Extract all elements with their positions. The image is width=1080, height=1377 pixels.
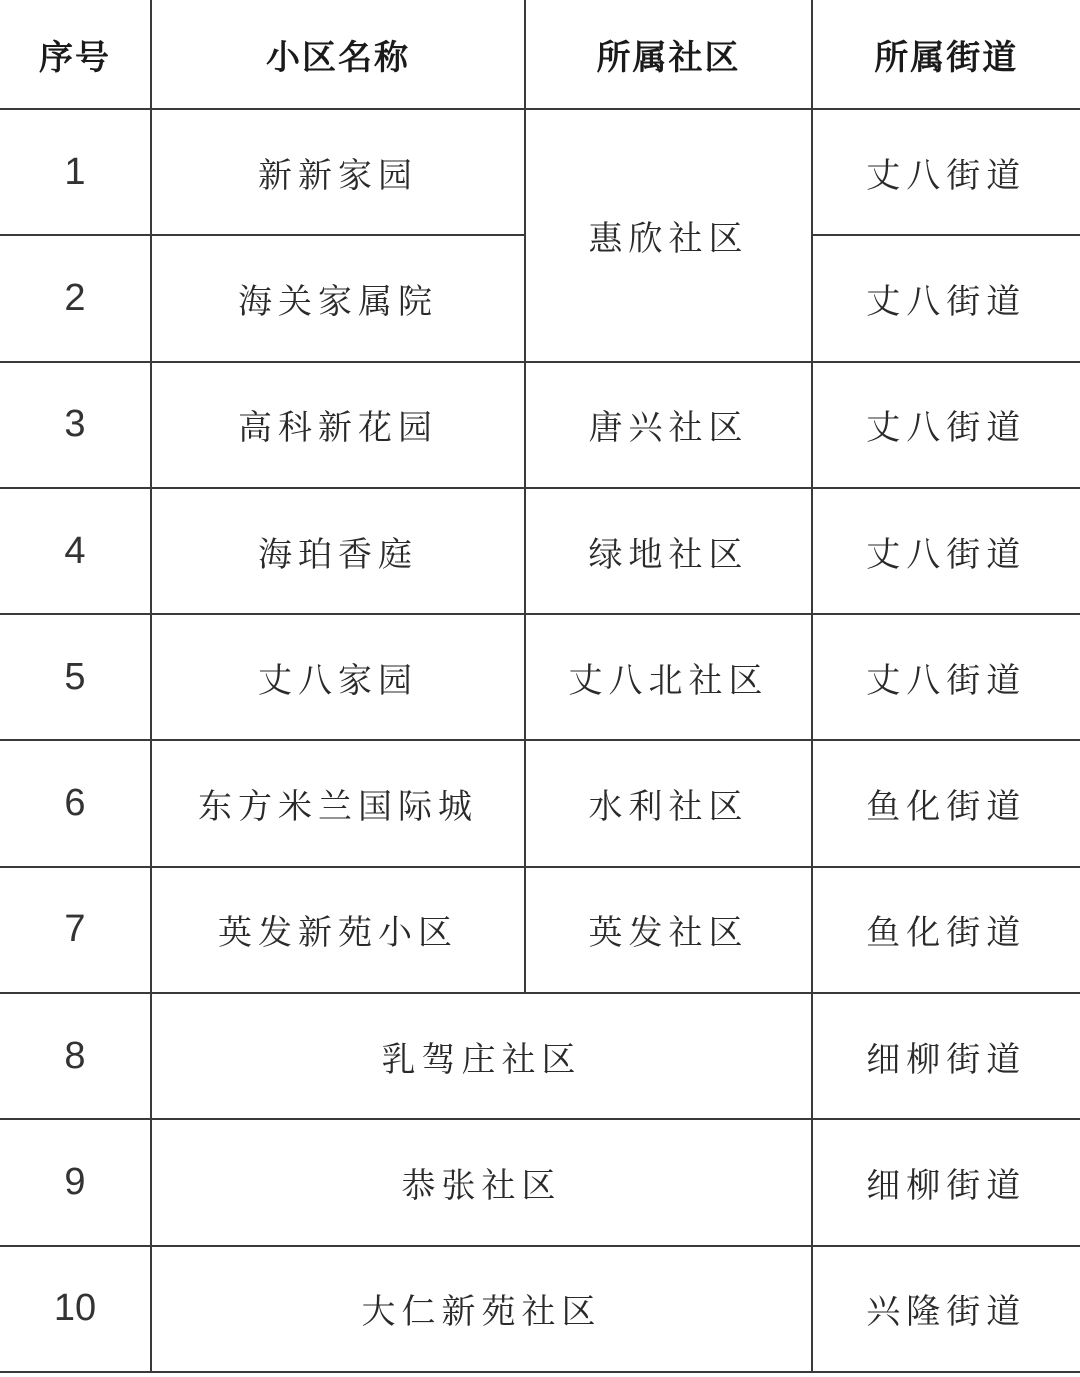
table-row	[0, 362, 1080, 488]
table-row	[0, 1246, 1080, 1372]
table-row	[0, 867, 1080, 993]
street-cell: 丈八街道	[812, 488, 1080, 614]
street-cell: 丈八街道	[812, 109, 1080, 235]
table-row	[0, 1119, 1080, 1245]
seq-cell: 3	[0, 362, 151, 488]
street-cell: 丈八街道	[812, 235, 1080, 361]
seq-cell: 2	[0, 235, 151, 361]
seq-cell: 9	[0, 1119, 151, 1245]
table-row	[0, 109, 1080, 235]
seq-cell: 1	[0, 109, 151, 235]
header-seq: 序号	[0, 0, 151, 109]
street-cell: 兴隆街道	[812, 1246, 1080, 1372]
merged-name-cell: 乳驾庄社区	[151, 993, 812, 1119]
community-cell: 惠欣社区	[525, 109, 812, 362]
name-cell: 新新家园	[151, 109, 525, 235]
table-row	[0, 488, 1080, 614]
community-cell: 唐兴社区	[525, 362, 812, 488]
name-cell: 高科新花园	[151, 362, 525, 488]
community-cell: 丈八北社区	[525, 614, 812, 740]
community-cell: 水利社区	[525, 740, 812, 866]
community-cell: 绿地社区	[525, 488, 812, 614]
header-name: 小区名称	[151, 0, 525, 109]
street-cell: 细柳街道	[812, 993, 1080, 1119]
table-row	[0, 740, 1080, 866]
street-cell: 细柳街道	[812, 1119, 1080, 1245]
street-cell: 鱼化街道	[812, 740, 1080, 866]
name-cell: 海关家属院	[151, 235, 525, 361]
seq-cell: 10	[0, 1246, 151, 1372]
table-row	[0, 993, 1080, 1119]
name-cell: 丈八家园	[151, 614, 525, 740]
merged-name-cell: 大仁新苑社区	[151, 1246, 812, 1372]
name-cell: 东方米兰国际城	[151, 740, 525, 866]
community-cell: 英发社区	[525, 867, 812, 993]
header-community: 所属社区	[525, 0, 812, 109]
name-cell: 海珀香庭	[151, 488, 525, 614]
seq-cell: 5	[0, 614, 151, 740]
seq-cell: 7	[0, 867, 151, 993]
name-cell: 英发新苑小区	[151, 867, 525, 993]
seq-cell: 6	[0, 740, 151, 866]
merged-name-cell: 恭张社区	[151, 1119, 812, 1245]
header-row	[0, 0, 1080, 109]
street-cell: 丈八街道	[812, 362, 1080, 488]
header-street: 所属街道	[812, 0, 1080, 109]
table-row	[0, 614, 1080, 740]
seq-cell: 8	[0, 993, 151, 1119]
seq-cell: 4	[0, 488, 151, 614]
street-cell: 丈八街道	[812, 614, 1080, 740]
street-cell: 鱼化街道	[812, 867, 1080, 993]
